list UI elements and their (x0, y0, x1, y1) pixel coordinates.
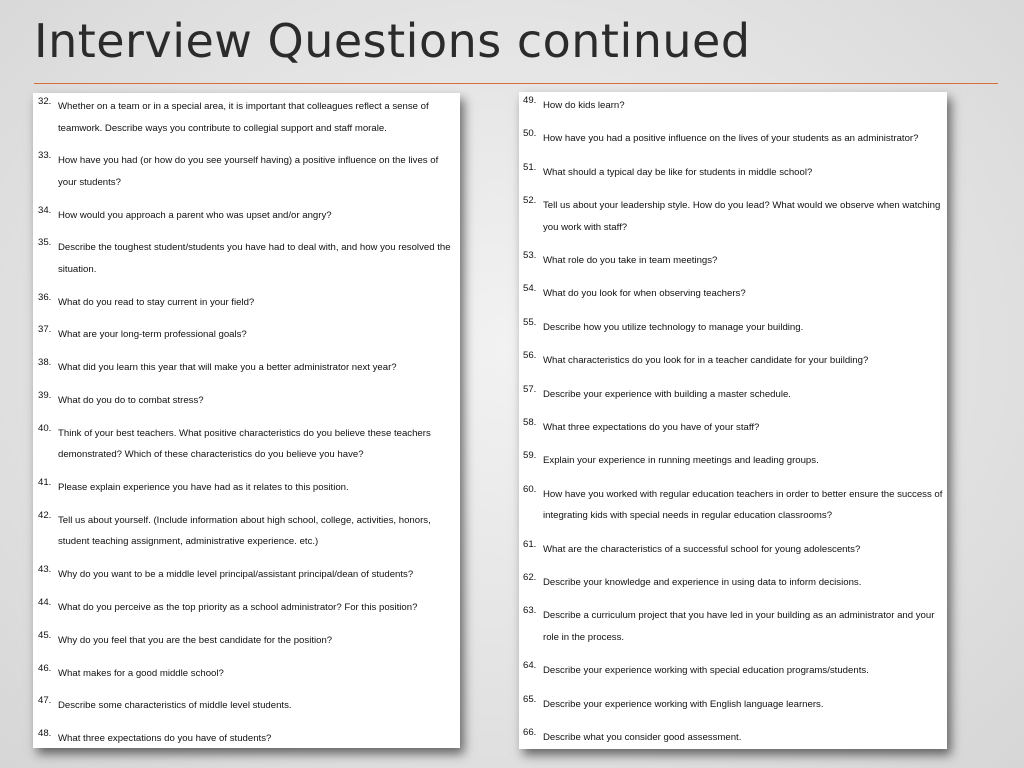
question-item (38, 477, 456, 499)
question-item (38, 390, 456, 412)
question-number: 43. (38, 564, 52, 576)
question-text: How have you had (or how do you see yourself having) a positive influence on the lives of your students? (58, 155, 439, 188)
question-item (38, 695, 456, 717)
question-item (38, 597, 456, 619)
question-number: 38. (38, 357, 52, 369)
question-item (523, 417, 943, 439)
question-number: 42. (38, 509, 52, 521)
question-text: What do you perceive as the top priority as a school administrator? For this position? (58, 602, 418, 614)
question-text: Describe what you consider good assessment. (543, 732, 742, 744)
question-number: 32. (38, 96, 52, 107)
question-item (523, 250, 943, 272)
question-item (38, 564, 456, 586)
question-text: How have you worked with regular education teachers in order to better ensure the success of integrating kids with special needs in regular education classrooms? (543, 488, 943, 522)
question-item (38, 663, 456, 685)
question-text: What three expectations do you have of students? (58, 733, 272, 745)
question-text: What makes for a good middle school? (58, 667, 224, 679)
question-text: Whether on a team or in a special area, it is important that colleagues reflect a sense of teamwork. Describe ways you contribute to collegial support and staff morale. (58, 101, 429, 134)
title-divider (34, 83, 998, 84)
question-text: What did you learn this year that will make you a better administrator next year? (58, 362, 397, 374)
question-number: 62. (523, 572, 537, 584)
question-text: What three expectations do you have of your staff? (543, 422, 760, 434)
question-list-right (519, 92, 947, 749)
question-item (38, 96, 456, 139)
question-number: 40. (38, 422, 52, 434)
question-text: Describe your experience working with English language learners. (543, 698, 824, 710)
question-item (38, 357, 456, 379)
question-text: Tell us about your leadership style. How do you lead? What would we observe when watching you work with staff? (543, 200, 941, 233)
question-text: Describe how you utilize technology to manage your building. (543, 321, 804, 333)
question-number: 47. (38, 695, 52, 707)
question-text: How have you had a positive influence on the lives of your students as an administrator? (543, 133, 919, 145)
question-text: How do kids learn? (543, 100, 625, 111)
question-item (38, 728, 456, 750)
question-number: 51. (523, 161, 537, 173)
question-text: What are your long-term professional goals? (58, 329, 247, 341)
question-item (38, 237, 456, 280)
question-number: 44. (38, 597, 52, 609)
question-item (523, 128, 943, 150)
question-text: What do you look for when observing teachers? (543, 288, 746, 300)
question-item (523, 727, 943, 749)
question-number: 66. (523, 727, 537, 739)
question-item (523, 95, 943, 117)
question-text: Why do you feel that you are the best candidate for the position? (58, 634, 333, 646)
question-number: 53. (523, 250, 537, 262)
question-text: Describe your knowledge and experience in using data to inform decisions. (543, 577, 862, 589)
question-text: What do you read to stay current in your field? (58, 296, 255, 308)
question-text: Think of your best teachers. What positive characteristics do you believe these teachers demonstrated? Which of these characteristics do you believe you have? (58, 427, 431, 461)
question-number: 50. (523, 128, 537, 140)
question-item (38, 423, 456, 466)
question-text: Describe your experience with building a master schedule. (543, 388, 791, 400)
question-text: What role do you take in team meetings? (543, 255, 718, 267)
question-text: What characteristics do you look for in a teacher candidate for your building? (543, 355, 869, 367)
question-item (523, 450, 943, 472)
question-item (38, 630, 456, 652)
question-number: 36. (38, 291, 52, 303)
question-number: 57. (523, 383, 537, 395)
question-item (38, 205, 456, 227)
question-number: 34. (38, 204, 52, 216)
question-item (38, 292, 456, 314)
question-item (523, 384, 943, 406)
question-text: What do you do to combat stress? (58, 395, 204, 407)
question-item (523, 694, 943, 716)
question-number: 60. (523, 483, 537, 495)
question-number: 56. (523, 350, 537, 362)
question-number: 64. (523, 660, 537, 672)
question-number: 61. (523, 538, 537, 550)
question-item (523, 660, 943, 682)
question-item (523, 162, 943, 184)
question-number: 37. (38, 324, 52, 336)
question-list-left (33, 93, 460, 748)
question-number: 55. (523, 316, 537, 328)
question-text: What are the characteristics of a successful school for young adolescents? (543, 543, 861, 555)
question-number: 54. (523, 283, 537, 295)
question-text: Describe your experience working with special education programs/students. (543, 665, 869, 677)
question-number: 48. (38, 728, 52, 740)
question-number: 35. (38, 237, 52, 249)
question-item (523, 605, 943, 648)
question-text: Please explain experience you have had as it relates to this position. (58, 482, 349, 494)
question-text: Explain your experience in running meetings and leading groups. (543, 455, 819, 467)
question-item (38, 324, 456, 346)
question-item (38, 510, 456, 553)
question-number: 58. (523, 417, 537, 429)
question-item (523, 283, 943, 305)
question-item (523, 350, 943, 372)
question-text: Tell us about yourself. (Include information about high school, college, activities, honors, student teaching assignment, administrative experience. etc.) (58, 514, 431, 548)
question-number: 52. (523, 195, 537, 207)
question-item (38, 150, 456, 193)
question-item (523, 572, 943, 594)
question-item (523, 317, 943, 339)
question-number: 49. (523, 95, 537, 106)
question-text: How would you approach a parent who was upset and/or angry? (58, 209, 332, 221)
question-number: 39. (38, 390, 52, 402)
question-text: Describe a curriculum project that you have led in your building as an administrator and your role in the process. (543, 610, 935, 643)
question-number: 65. (523, 693, 537, 705)
question-item (523, 484, 943, 527)
question-item (523, 539, 943, 561)
question-number: 45. (38, 629, 52, 641)
question-number: 46. (38, 662, 52, 674)
question-text: What should a typical day be like for students in middle school? (543, 166, 813, 178)
question-number: 63. (523, 605, 537, 617)
question-number: 33. (38, 150, 52, 162)
question-number: 59. (523, 450, 537, 462)
question-text: Why do you want to be a middle level principal/assistant principal/dean of students? (58, 569, 414, 581)
question-text: Describe the toughest student/students you have had to deal with, and how you resolved the situation. (58, 242, 451, 275)
slide-title: Interview Questions continued (34, 14, 751, 68)
question-text: Describe some characteristics of middle level students. (58, 700, 292, 712)
question-item (523, 195, 943, 238)
question-number: 41. (38, 477, 52, 489)
